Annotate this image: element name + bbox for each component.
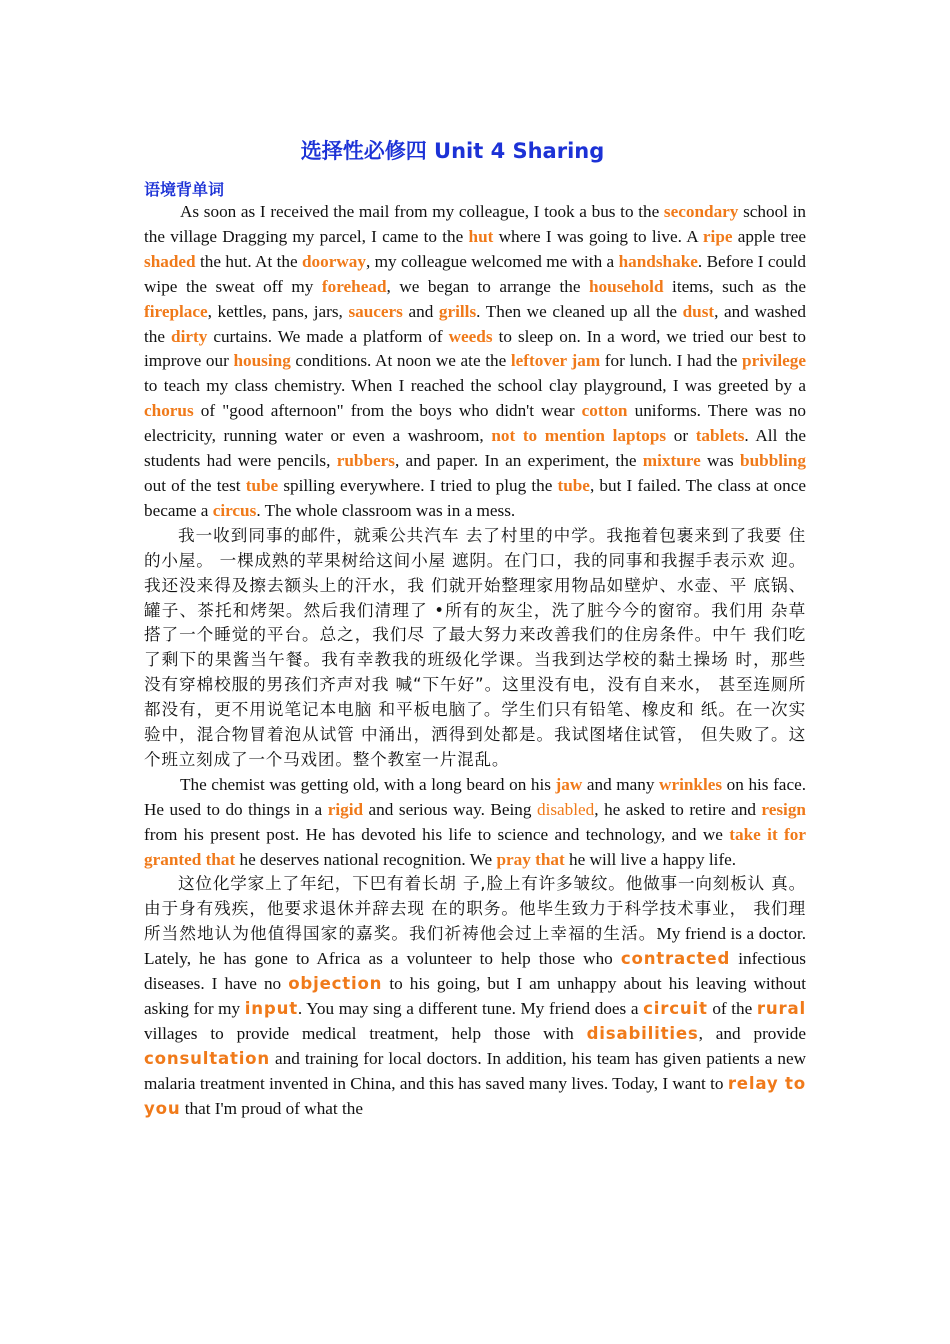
keyword: not to mention laptops — [491, 426, 667, 446]
keyword: circus — [212, 500, 257, 520]
keyword: forehead — [321, 276, 387, 296]
keyword: handshake — [618, 251, 698, 271]
text-segment: , he asked to retire and — [594, 799, 762, 819]
keyword: jaw — [555, 774, 583, 794]
keyword: disabilities — [586, 1023, 699, 1043]
text-segment: apple tree — [732, 226, 806, 246]
keyword: objection — [288, 974, 383, 994]
text-segment: and many — [582, 774, 660, 794]
text-segment: , we began to arrange the — [386, 276, 589, 296]
keyword: input — [244, 999, 298, 1018]
text-segment: where I was going to live. A — [493, 226, 703, 246]
text-segment: to sleep on. In a word, we tried our best to improve our — [144, 326, 806, 371]
keyword: disabled — [536, 799, 595, 819]
text-segment: was — [700, 451, 741, 471]
text-segment: of "good afternoon" from the boys who didn't wear — [193, 401, 582, 421]
text-segment: and training for local doctors. In addition, his team has given patients a new malaria treatment invented in China, and this has saved many lives. Today, I want to — [144, 1048, 806, 1093]
text-segment: . Then we cleaned up all the — [476, 301, 683, 321]
text-segment: of the — [707, 999, 757, 1018]
text-segment: My friend is a doctor. Lately, he has gone to Africa as a volunteer to help those who — [144, 924, 806, 969]
keyword: tube — [557, 475, 590, 495]
keyword: shaded — [144, 251, 196, 271]
text-segment: he will live a happy life. — [564, 849, 737, 869]
text-segment: As soon as I received the mail from my colleague, I took a bus to the — [180, 202, 664, 221]
keyword: dirty — [171, 326, 208, 346]
text-segment: items, such as the — [663, 276, 807, 296]
keyword: grills — [438, 301, 477, 321]
keyword: chorus — [144, 401, 194, 421]
text-segment: to teach my class chemistry. When I reached the school clay playground, I was greeted by a — [144, 376, 806, 396]
english-paragraph — [144, 200, 806, 524]
text-segment: , my colleague welcomed me with a — [365, 251, 619, 271]
keyword: saucers — [348, 301, 403, 321]
text-segment: The chemist was getting old, with a long beard on his — [180, 774, 556, 794]
text-segment: , and washed the — [144, 301, 806, 346]
chinese-paragraph — [144, 872, 806, 1121]
keyword: housing — [233, 351, 291, 371]
keyword: rural — [756, 999, 806, 1018]
text-segment: conditions. At noon we ate the — [290, 351, 511, 371]
text-segment: curtains. We made a platform of — [207, 326, 449, 346]
keyword: fireplace — [144, 301, 208, 321]
text-segment: to his going, but I am unhappy about his leaving without asking for my — [144, 974, 806, 1018]
text-segment: . All the students had were pencils, — [144, 426, 806, 471]
keyword: tube — [245, 475, 279, 495]
document-body — [144, 200, 806, 1122]
keyword: pray that — [496, 849, 565, 869]
keyword: consultation — [144, 1048, 270, 1068]
text-segment: and serious way. Being — [363, 799, 537, 819]
text-segment: he deserves national recognition. We — [235, 849, 497, 869]
keyword: hut — [468, 226, 494, 246]
page-title: 选择性必修四 Unit 4 Sharing — [300, 139, 605, 163]
keyword: secondary — [663, 202, 739, 221]
text-segment: out of the test — [144, 475, 246, 495]
section-heading: 语境背单词 — [144, 180, 225, 199]
text-segment: infectious diseases. I have no — [144, 949, 806, 994]
chinese-paragraph — [144, 524, 806, 773]
text-segment: uniforms. There was no electricity, running water or even a washroom, — [144, 401, 806, 446]
text-segment: 这位化学家上了年纪，下巴有着长胡 子,脸上有许多皱纹。他做事一向刻板认 真。由于身有残疾，他要求退休并辞去现 在的职务。他毕生致力于科学技术事业， 我们理所当然地认为他值得国家的嘉奖。我们祈祷他会过上幸福的生活。 — [144, 874, 806, 944]
text-segment: the hut. At the — [195, 251, 302, 271]
keyword: resign — [761, 799, 806, 819]
keyword: rubbers — [336, 451, 395, 471]
keyword: take it for granted that — [144, 824, 806, 869]
text-segment: villages to provide medical treatment, help those with — [144, 1023, 587, 1043]
keyword: rigid — [327, 799, 364, 819]
keyword: wrinkles — [659, 774, 723, 794]
keyword: leftover jam — [510, 351, 601, 371]
text-segment: . You may sing a different tune. My friend does a — [297, 999, 644, 1018]
keyword: weeds — [448, 326, 493, 346]
keyword: circuit — [643, 999, 708, 1018]
text-segment: that I'm proud of what the — [180, 1098, 364, 1118]
text-segment: spilling everywhere. I tried to plug the — [278, 475, 558, 495]
text-segment: or — [666, 426, 696, 446]
english-paragraph — [144, 773, 806, 873]
text-segment: . The whole classroom was in a mess. — [256, 500, 516, 520]
text-segment: school in the village Dragging my parcel, I came to the — [144, 202, 806, 246]
text-segment: , and provide — [698, 1023, 806, 1043]
keyword: privilege — [742, 351, 807, 371]
text-segment: on his face. He used to do things in a — [144, 774, 806, 819]
keyword: contracted — [620, 949, 731, 969]
keyword: household — [589, 276, 664, 296]
text-segment: , kettles, pans, jars, — [207, 301, 349, 321]
text-segment: , but I failed. The class at once became a — [144, 475, 806, 520]
keyword: relay to you — [144, 1073, 806, 1118]
keyword: dust — [682, 301, 715, 321]
keyword: bubbling — [740, 451, 806, 471]
text-segment: . Before I could wipe the sweat off my — [144, 251, 807, 296]
keyword: doorway — [302, 251, 366, 271]
keyword: tablets — [695, 426, 745, 446]
text-segment: for lunch. I had the — [600, 351, 743, 371]
text-segment: 我一收到同事的邮件，就乘公共汽车 去了村里的中学。我拖着包裹来到了我要 住的小屋。 一棵成熟的苹果树给这间小屋 遮阴。在门口，我的同事和我握手表示欢 迎。我还没来得及擦去额头上的汗水，我 们就开始整理家用物品如壁炉、水壶、平 底锅、罐子、茶托和烤架。然后我们清理了 •所有的灰尘，洗了脏今今的窗帘。我们用 杂草搭了一个睡觉的平台。总之，我们尽 了最大努力来改善我们的住房条件。中午 我们吃了剩下的果酱当午餐。我有幸教我的班级化学课。当我到达学校的黏土操场 时，那些没有穿棉校服的男孩们齐声对我 喊“下午好”。这里没有电，没有自来水， 甚至连厕所都没有，更不用说笔记本电脑 和平板电脑了。学生们只有铅笔、橡皮和 纸。在一次实验中，混合物冒着泡从试管 中涌出，洒得到处都是。我试图堵住试管， 但失败了。这个班立刻成了一个马戏团。整个教室一片混乱。 — [144, 525, 806, 769]
text-segment: and — [402, 301, 439, 321]
keyword: cotton — [581, 401, 628, 421]
keyword: mixture — [642, 451, 701, 471]
text-segment: from his present post. He has devoted his life to science and technology, and we — [144, 824, 730, 844]
text-segment: , and paper. In an experiment, the — [394, 451, 643, 471]
keyword: ripe — [702, 226, 733, 246]
